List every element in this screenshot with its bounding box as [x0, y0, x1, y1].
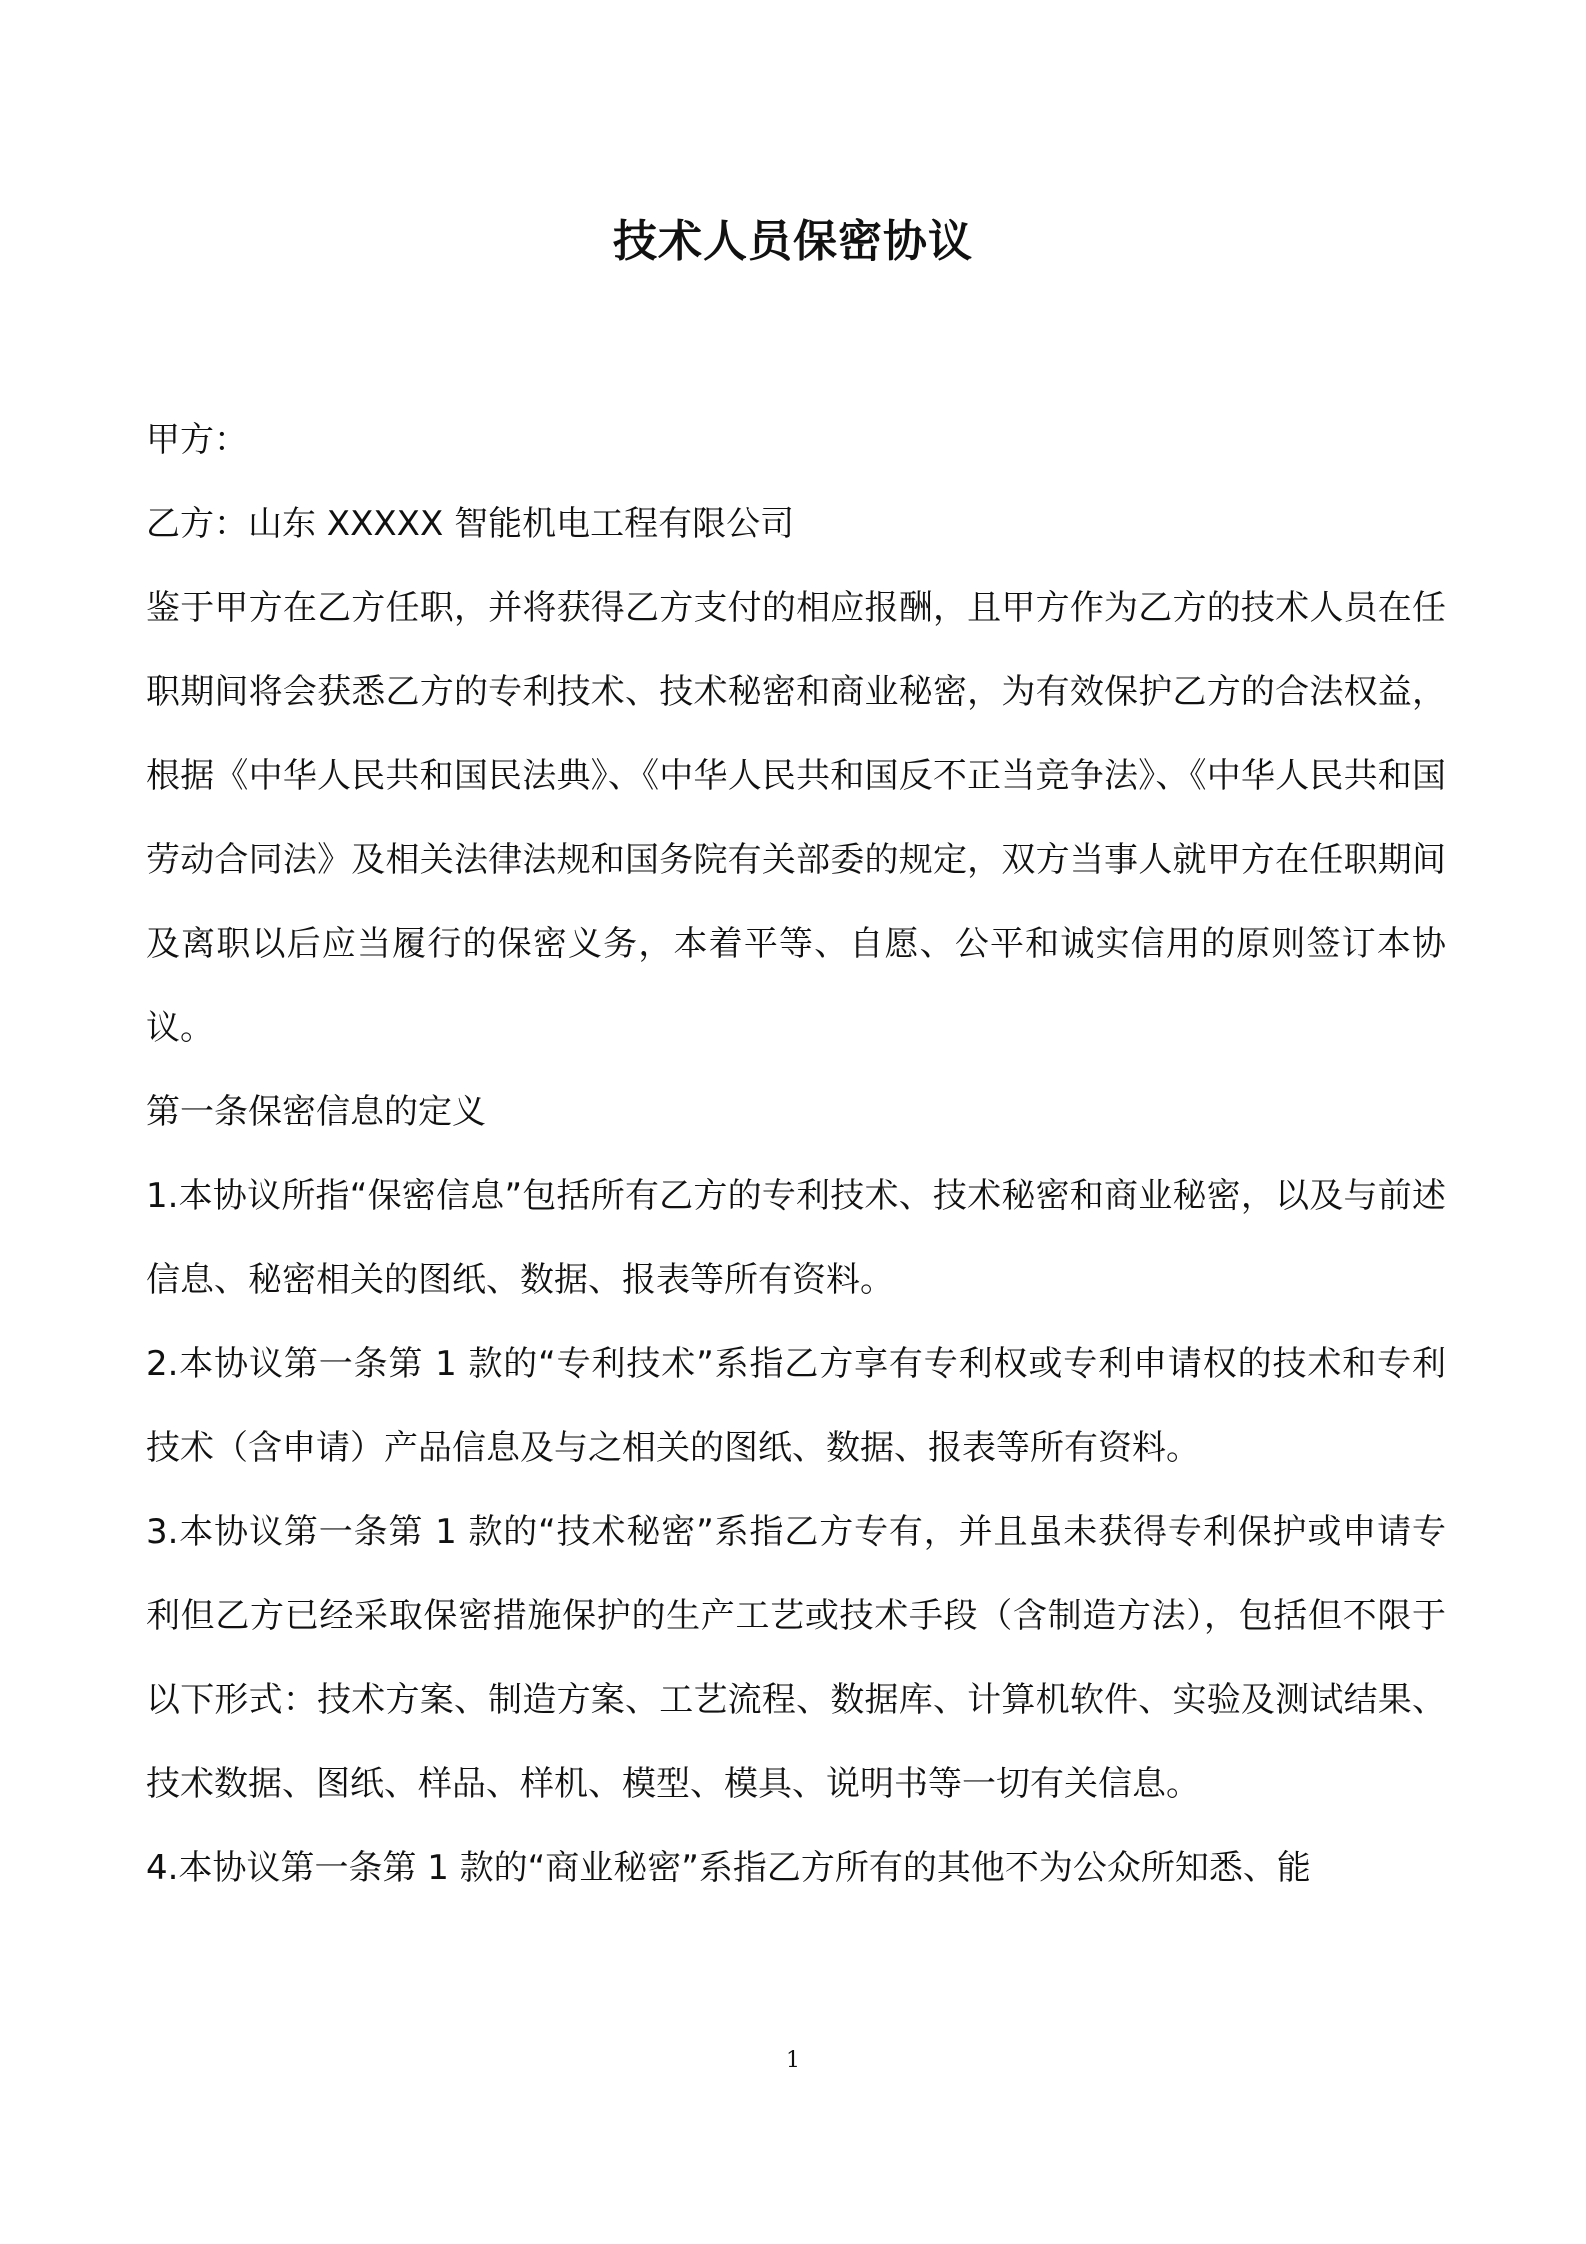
clause-paragraph: 1.本协议所指“保密信息”包括所有乙方的专利技术、技术秘密和商业秘密，以及与前述信息、秘密相关的图纸、数据、报表等所有资料。: [146, 1176, 1446, 1300]
party-a-line: 甲方：: [146, 420, 248, 460]
party-b-line: 乙方：山东 XXXXX 智能机电工程有限公司: [146, 504, 795, 544]
preamble-paragraph: 鉴于甲方在乙方任职，并将获得乙方支付的相应报酬，且甲方作为乙方的技术人员在任职期间将会获悉乙方的专利技术、技术秘密和商业秘密，为有效保护乙方的合法权益，根据《中华人民共和国民法典》、《中华人民共和国反不正当竞争法》、《中华人民共和国劳动合同法》及相关法律法规和国务院有关部委的规定，双方当事人就甲方在任职期间及离职以后应当履行的保密义务，本着平等、自愿、公平和诚实信用的原则签订本协议。: [146, 588, 1446, 1048]
article-heading: 第一条保密信息的定义: [146, 1092, 486, 1132]
agreement-body: [146, 566, 1446, 1910]
clause-paragraph: 4.本协议第一条第 1 款的“商业秘密”系指乙方所有的其他不为公众所知悉、能: [146, 1848, 1311, 1888]
document-title: 技术人员保密协议: [613, 216, 973, 267]
clause-paragraph: 2.本协议第一条第 1 款的“专利技术”系指乙方享有专利权或专利申请权的技术和专利技术（含申请）产品信息及与之相关的图纸、数据、报表等所有资料。: [146, 1344, 1446, 1468]
clause-paragraph: 3.本协议第一条第 1 款的“技术秘密”系指乙方专有，并且虽未获得专利保护或申请专利但乙方已经采取保密措施保护的生产工艺或技术手段（含制造方法），包括但不限于以下形式：技术方案、制造方案、工艺流程、数据库、计算机软件、实验及测试结果、技术数据、图纸、样品、样机、模型、模具、说明书等一切有关信息。: [146, 1512, 1446, 1804]
page-number: 1: [786, 2048, 800, 2073]
